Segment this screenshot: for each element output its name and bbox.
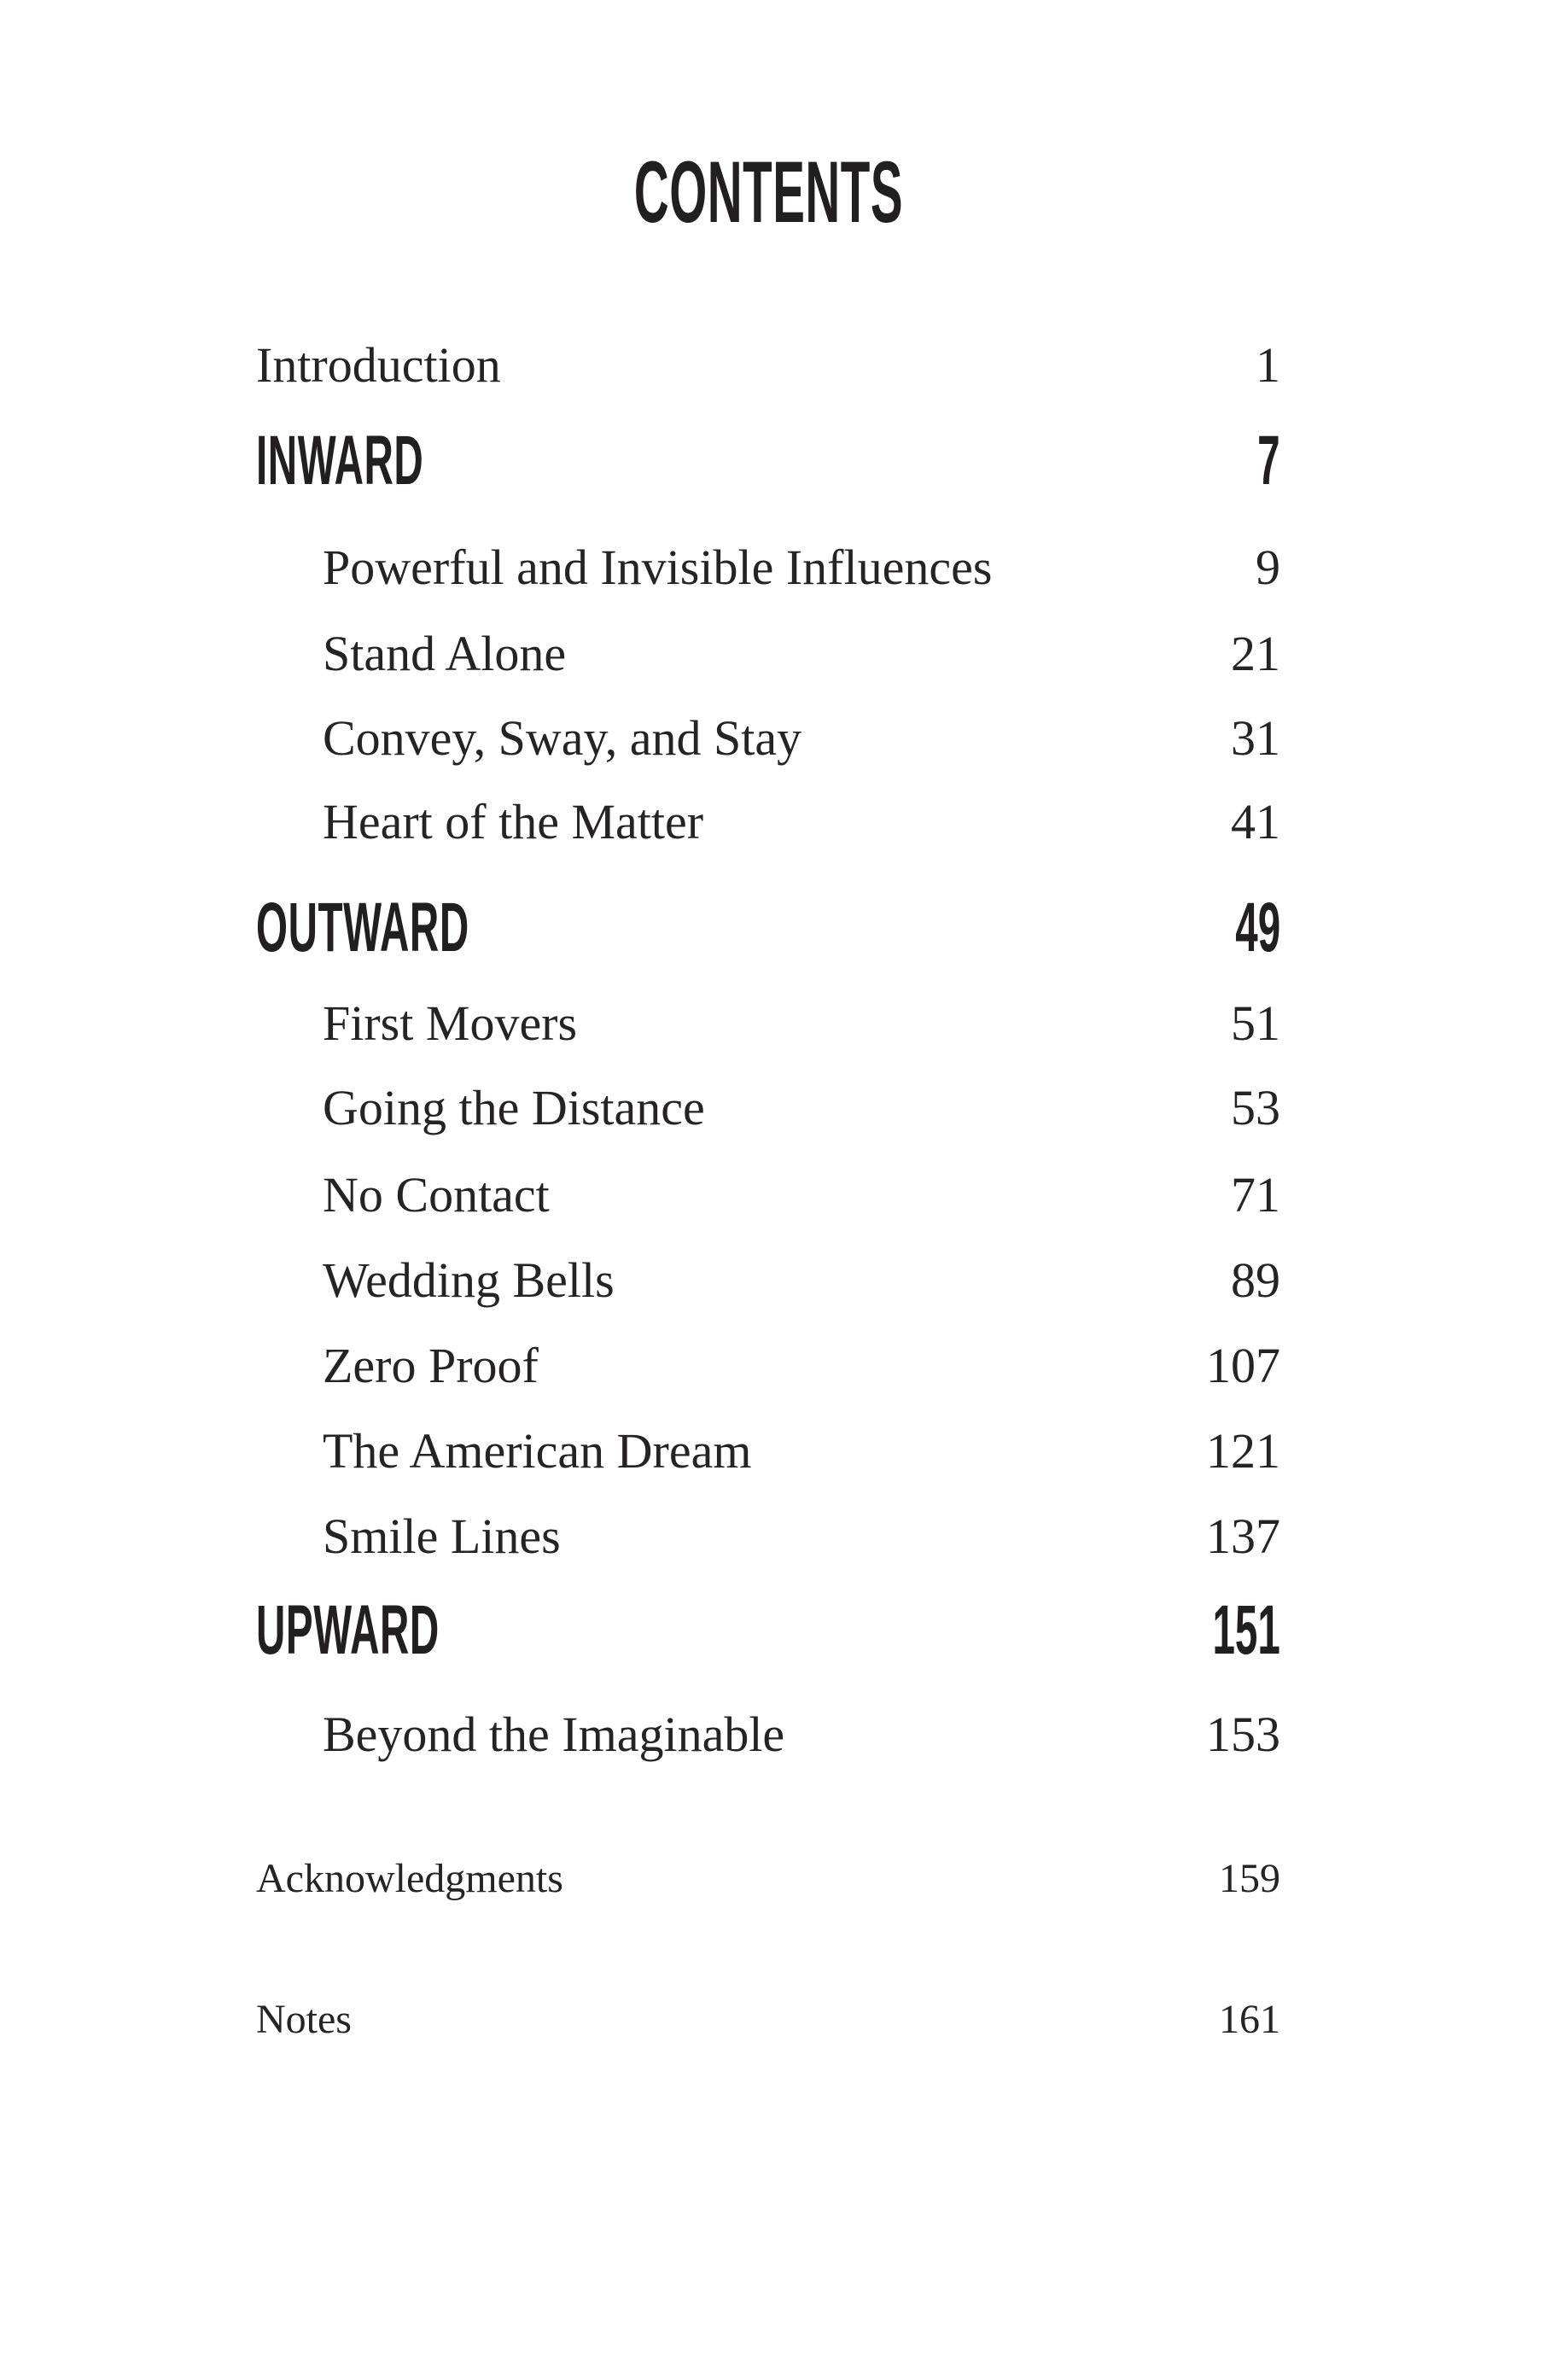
toc-entry-label: Wedding Bells — [323, 1252, 615, 1308]
toc-row-acknowledgments — [256, 1853, 1280, 1905]
toc-row-beyond-the-imaginable — [256, 1705, 1280, 1765]
toc-row-notes — [256, 1994, 1280, 2045]
toc-entry-page: 159 — [1219, 1856, 1280, 1901]
toc-row-no-contact — [256, 1165, 1280, 1225]
toc-row-wedding-bells — [256, 1251, 1280, 1310]
toc-entry-label: Convey, Sway, and Stay — [323, 710, 802, 766]
toc-entry-label: UPWARD — [256, 1591, 440, 1669]
toc-entry-page: 121 — [1206, 1423, 1280, 1479]
toc-entry-label: No Contact — [323, 1167, 550, 1222]
toc-entry-page: 107 — [1206, 1338, 1280, 1393]
toc-entry-label: Introduction — [256, 337, 501, 393]
toc-row-stand-alone — [256, 624, 1280, 684]
toc-entry-label: Zero Proof — [323, 1338, 539, 1393]
page-title-text: CONTENTS — [633, 143, 903, 241]
toc-entry-page: 161 — [1219, 1997, 1280, 2042]
toc-entry-page: 9 — [1256, 540, 1280, 595]
toc-entry-page: 21 — [1231, 626, 1280, 681]
toc-entry-label: Acknowledgments — [256, 1856, 563, 1901]
toc-entry-label: OUTWARD — [256, 889, 469, 966]
toc-row-powerful-and-invisible-influences — [256, 538, 1280, 598]
toc-entry-page: 31 — [1231, 710, 1280, 766]
toc-row-upward — [256, 1592, 1280, 1669]
toc-row-inward — [256, 423, 1280, 499]
toc-entry-page: 89 — [1231, 1252, 1280, 1308]
toc-row-introduction — [256, 336, 1280, 395]
toc-entry-page: 41 — [1231, 794, 1280, 849]
toc-entry-page: 151 — [1212, 1591, 1280, 1669]
toc-entry-page: 153 — [1206, 1707, 1280, 1762]
toc-row-heart-of-the-matter — [256, 792, 1280, 852]
toc-entry-page: 71 — [1231, 1167, 1280, 1222]
toc-entry-label: Smile Lines — [323, 1508, 561, 1564]
toc-row-first-movers — [256, 994, 1280, 1053]
toc-entry-page: 1 — [1256, 337, 1280, 393]
toc-entry-label: Stand Alone — [323, 626, 567, 681]
toc-entry-label: Heart of the Matter — [323, 794, 704, 849]
toc-entry-label: Notes — [256, 1997, 352, 2042]
toc-row-convey-sway-and-stay — [256, 709, 1280, 768]
toc-entry-page: 137 — [1206, 1508, 1280, 1564]
toc-entry-label: Going the Distance — [323, 1080, 705, 1135]
toc-entry-page: 51 — [1231, 995, 1280, 1051]
toc-entry-label: Powerful and Invisible Influences — [323, 540, 993, 595]
toc-entry-page: 49 — [1235, 889, 1280, 966]
toc-row-outward — [256, 890, 1280, 966]
toc-row-zero-proof — [256, 1336, 1280, 1396]
toc-row-smile-lines — [256, 1507, 1280, 1567]
toc-entry-label: The American Dream — [323, 1423, 752, 1479]
toc-entry-page: 53 — [1231, 1080, 1280, 1135]
toc-entry-label: INWARD — [256, 422, 424, 499]
toc-entry-label: Beyond the Imaginable — [323, 1707, 785, 1762]
toc-entry-page: 7 — [1257, 422, 1280, 499]
toc-entry-label: First Movers — [323, 995, 578, 1051]
toc-row-going-the-distance — [256, 1078, 1280, 1138]
page-title — [256, 145, 1280, 239]
toc-row-the-american-dream — [256, 1421, 1280, 1481]
